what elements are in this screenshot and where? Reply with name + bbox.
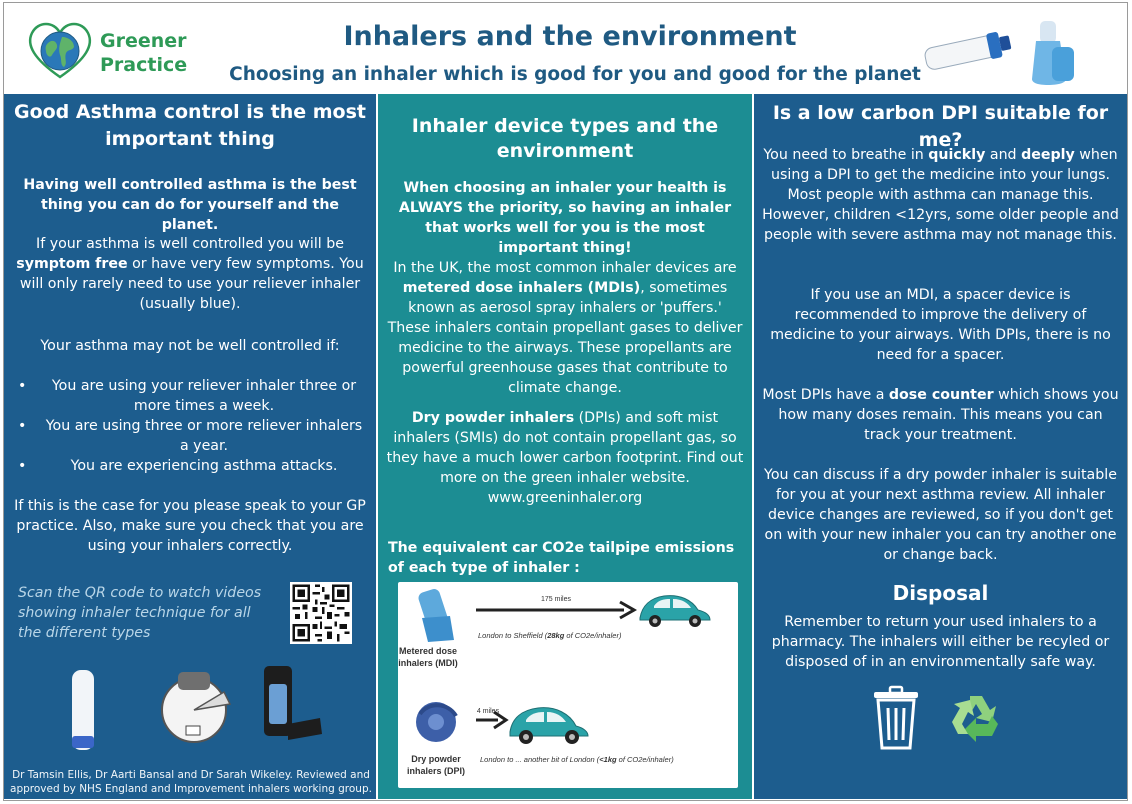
text-run: You need to breathe in xyxy=(763,147,929,163)
list-item xyxy=(18,456,368,476)
mdi-car-icon xyxy=(640,596,710,627)
middle-column xyxy=(378,94,752,799)
logo-line-2: Practice xyxy=(100,54,188,76)
text-run-bold: symptom free xyxy=(16,256,128,272)
text-run: or have very few symptoms. You will only rarely need to use your reliever inhaler (usually blue). xyxy=(19,256,364,312)
right-column xyxy=(754,94,1127,799)
mdi-miles: 175 miles xyxy=(541,596,571,603)
left-column xyxy=(4,94,376,799)
text-run: of CO2e/inhaler) xyxy=(564,631,622,640)
text-run: London to Sheffield ( xyxy=(478,631,548,640)
list-item xyxy=(18,376,368,416)
right-paragraph-breathe xyxy=(762,145,1119,245)
list-item-text: You are using your reliever inhaler three or more times a week. xyxy=(51,378,357,414)
left-heading: Good Asthma control is the most important thing xyxy=(13,101,367,150)
dpi-inhaler-icon xyxy=(416,702,456,742)
trash-bin-icon xyxy=(874,687,918,748)
list-item xyxy=(18,416,368,456)
middle-paragraph-mdi xyxy=(386,258,744,398)
text-run: London to ... another bit of London ( xyxy=(480,755,600,764)
disposal-icons xyxy=(864,684,1024,754)
list-item-text: You are experiencing asthma attacks. xyxy=(70,458,338,474)
mdi-label-line-2: inhalers (MDI) xyxy=(398,658,458,668)
mdi-label-line-1: Metered dose xyxy=(398,646,458,656)
middle-paragraph-dpi xyxy=(386,408,744,508)
text-run-bold: metered dose inhalers (MDIs) xyxy=(402,280,641,296)
right-heading: Is a low carbon DPI suitable for me? xyxy=(772,102,1109,151)
recycle-icon xyxy=(952,696,998,742)
left-intro: Having well controlled asthma is the best thing you can do for yourself and the planet. xyxy=(23,177,357,233)
text-run-bold: 28kg xyxy=(547,631,565,640)
poster-header xyxy=(4,3,1127,93)
text-run-bold: quickly xyxy=(928,147,986,163)
logo-line-1: Greener xyxy=(100,30,187,52)
qr-code[interactable] xyxy=(290,582,352,644)
page-subtitle: Choosing an inhaler which is good for you and good for the planet xyxy=(229,64,921,85)
left-paragraph-symptoms xyxy=(14,234,366,314)
dpi-car-icon xyxy=(510,708,588,744)
right-paragraph-dose-counter xyxy=(762,385,1119,445)
page-title: Inhalers and the environment xyxy=(343,21,797,52)
bullet-icon: • xyxy=(18,378,27,394)
inhaler-devices-illustration-icon xyxy=(64,664,344,754)
left-bullet-list xyxy=(18,376,368,476)
dpi-label-line-2: inhalers (DPI) xyxy=(406,766,466,776)
text-run-bold: deeply xyxy=(1021,147,1075,163)
dpi-label-line-1: Dry powder xyxy=(411,754,461,764)
bullet-icon: • xyxy=(18,458,27,474)
car-emissions-figure xyxy=(398,582,738,788)
dpi-miles: 4 miles xyxy=(476,708,500,715)
text-run: and xyxy=(985,147,1022,163)
text-run: which shows you how many doses remain. This means you can track your treatment. xyxy=(778,387,1119,443)
right-paragraph-spacer: If you use an MDI, a spacer device is recommended to improve the delivery of medicine to your airways. With DPIs, there is no need for a spacer. xyxy=(770,287,1111,363)
text-run: , sometimes known as aerosol spray inhalers or 'puffers.' These inhalers contain propellant gases to deliver medicine to the airways. These propellants are powerful greenhouse gases that contribute to climate change. xyxy=(387,280,743,396)
car-emissions-svg xyxy=(398,582,738,788)
right-paragraph-review: You can discuss if a dry powder inhaler is suitable for you at your next asthma review. All inhaler device changes are reviewed, so if you don't get on with your new inhaler you can try another one or change back. xyxy=(764,467,1117,563)
text-run: when using a DPI to get the medicine into your lungs. Most people with asthma can manage this. However, children <12yrs, some older people and people with severe asthma may not manage this. xyxy=(762,147,1119,243)
text-run: If your asthma is well controlled you will be xyxy=(36,236,344,252)
text-run: Most DPIs have a xyxy=(762,387,889,403)
middle-paragraph-priority: When choosing an inhaler your health is ALWAYS the priority, so having an inhaler that works well for you is the most important thing! xyxy=(398,180,732,256)
qr-caption: Scan the QR code to watch videos showing inhaler technique for all the different types xyxy=(18,585,262,641)
text-run: of CO2e/inhaler) xyxy=(616,755,674,764)
text-run: In the UK, the most common inhaler devices are xyxy=(393,260,737,276)
author-credit: Dr Tamsin Ellis, Dr Aarti Bansal and Dr Sarah Wikeley. Reviewed and approved by NHS England and Improvement inhalers working group. xyxy=(10,769,372,795)
mdi-route-text xyxy=(478,631,622,640)
left-paragraph-speak-to-gp: If this is the case for you please speak to your GP practice. Also, make sure you check that you are using your inhalers correctly. xyxy=(14,498,366,554)
mdi-inhaler-icon xyxy=(417,587,454,642)
disposal-paragraph: Remember to return your used inhalers to a pharmacy. The inhalers will either be recyled or disposed of in an environmentally safe way. xyxy=(771,614,1110,670)
dpi-route-text xyxy=(480,755,674,764)
car-emissions-heading: The equivalent car CO2e tailpipe emissions of each type of inhaler : xyxy=(388,540,735,576)
list-item-text: You are using three or more reliever inhalers a year. xyxy=(45,418,363,454)
left-paragraph-not-controlled: Your asthma may not be well controlled if: xyxy=(40,338,340,354)
text-run-bold: Dry powder inhalers xyxy=(411,410,575,426)
middle-heading: Inhaler device types and the environment xyxy=(411,115,719,162)
disposal-heading: Disposal xyxy=(892,581,989,605)
text-run-bold: <1kg xyxy=(599,755,617,764)
bullet-icon: • xyxy=(18,418,27,434)
text-run: (DPIs) and soft mist inhalers (SMIs) do not contain propellant gas, so they have a much lower carbon footprint. Find out more on the green inhaler website. www.greeninhaler.org xyxy=(386,410,744,506)
text-run-bold: dose counter xyxy=(888,387,994,403)
inhalers-illustration-icon xyxy=(918,17,1088,87)
